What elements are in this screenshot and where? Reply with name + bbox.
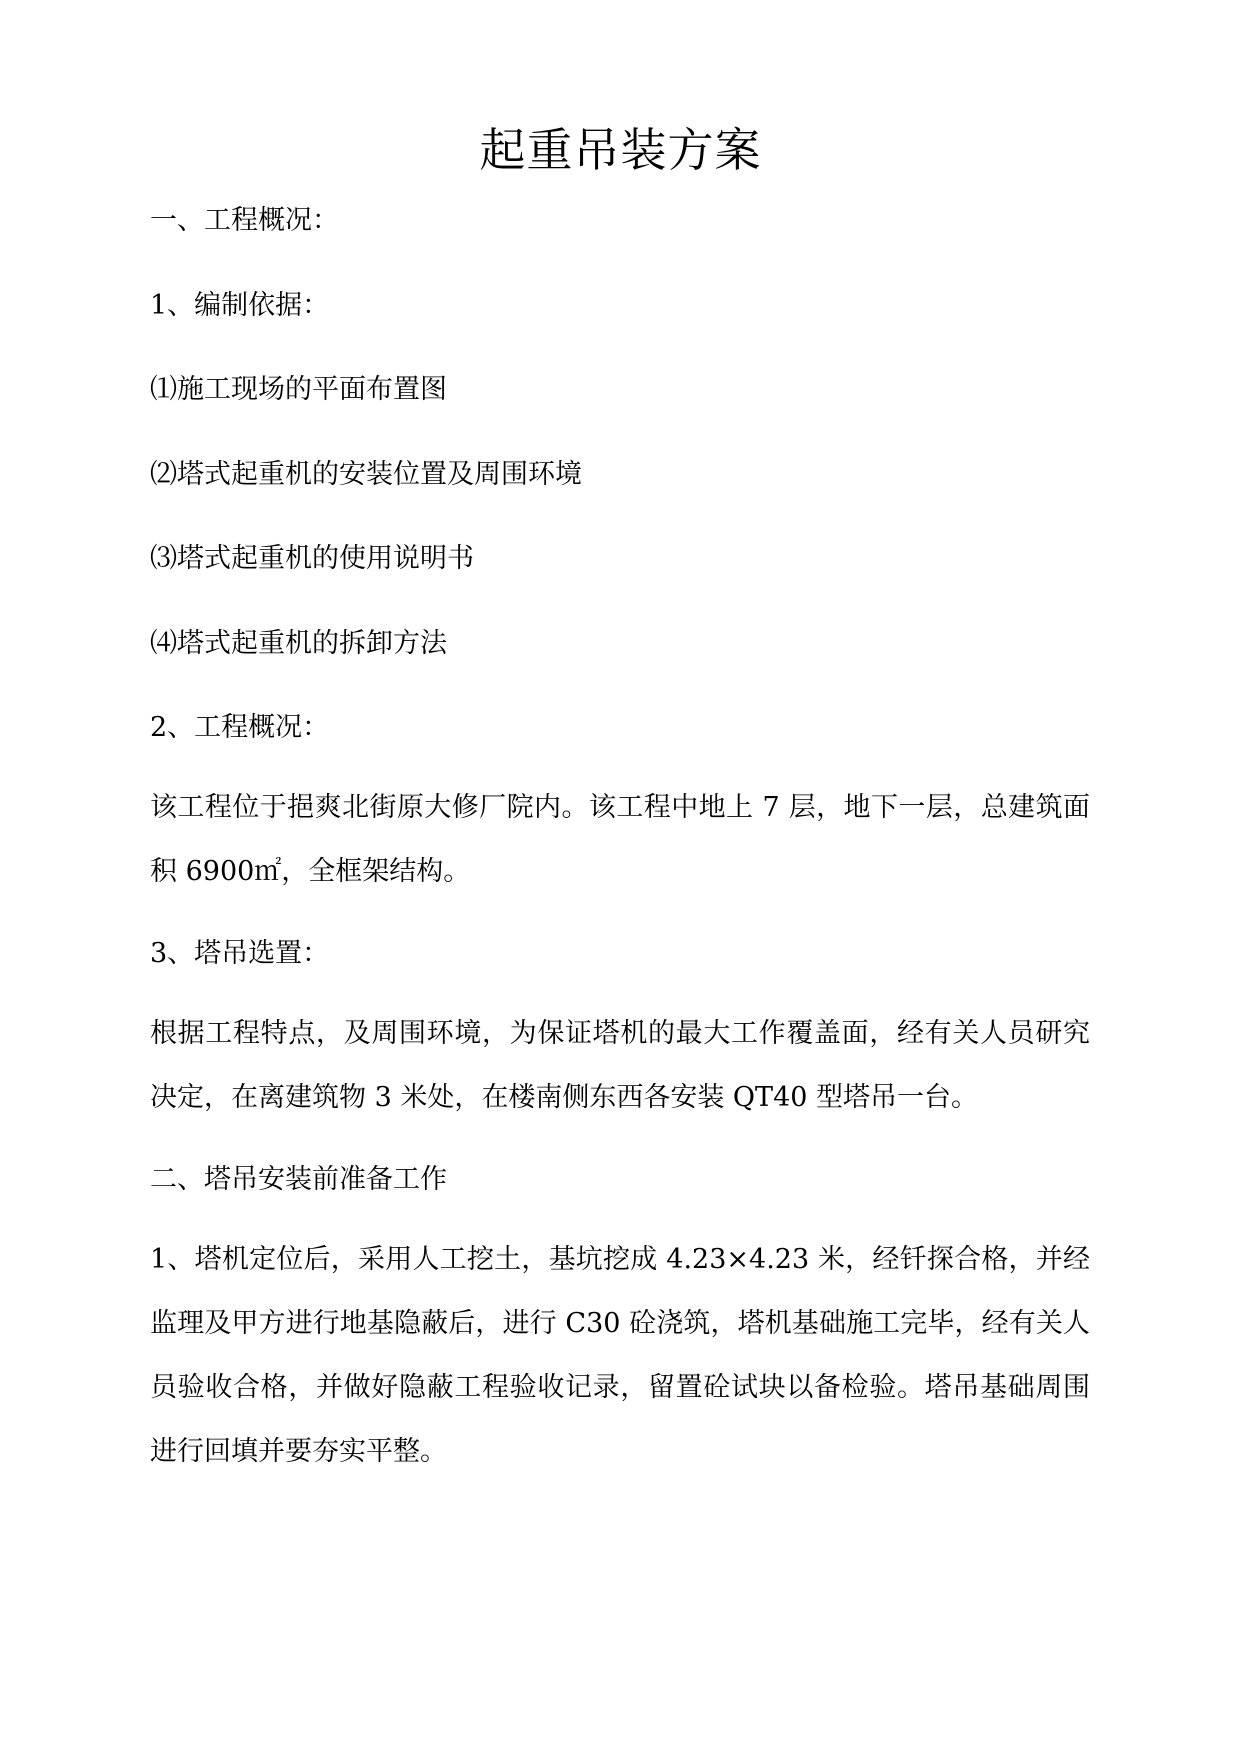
subheading-tower-crane-selection: 3、塔吊选置：	[150, 938, 330, 969]
paragraph-preparation-item-1: 1、塔机定位后，采用人工挖土，基坑挖成 4.23×4.23 米，经钎探合格，并经监理及甲方进行地基隐蔽后，进行 C30 砼浇筑，塔机基础施工完毕，经有关人员验收合格，并做好隐蔽工程验收记录，留置砼试块以备检验。塔吊基础周围进行回填并要夯实平整。	[150, 1244, 1090, 1467]
document-title: 起重吊装方案	[479, 123, 762, 177]
subheading-project-overview: 2、工程概况：	[150, 712, 330, 743]
basis-item-4: ⑷塔式起重机的拆卸方法	[150, 628, 447, 659]
basis-item-1: ⑴施工现场的平面布置图	[150, 374, 447, 405]
section-heading-preparation: 二、塔吊安装前准备工作	[150, 1164, 447, 1195]
paragraph-project-overview: 该工程位于挹爽北街原大修厂院内。该工程中地上 7 层，地下一层，总建筑面积 6900㎡，全框架结构。	[150, 792, 1090, 887]
subheading-compilation-basis: 1、编制依据：	[150, 290, 330, 321]
paragraph-tower-crane-selection: 根据工程特点，及周围环境，为保证塔机的最大工作覆盖面，经有关人员研究决定，在离建筑物 3 米处，在楼南侧东西各安装 QT40 型塔吊一台。	[150, 1018, 1090, 1113]
section-heading-project-overview: 一、工程概况：	[150, 205, 339, 236]
basis-item-2: ⑵塔式起重机的安装位置及周围环境	[150, 459, 582, 490]
basis-item-3: ⑶塔式起重机的使用说明书	[150, 543, 474, 574]
